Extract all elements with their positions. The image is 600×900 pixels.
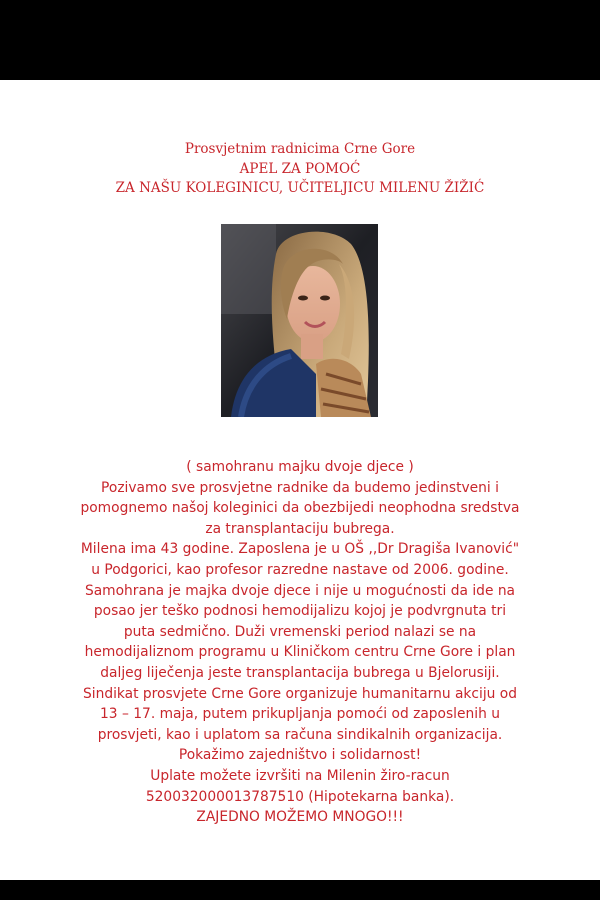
header-title: APEL ZA POMOĆ [239, 160, 361, 177]
body-line: pomognemo našoj koleginici da obezbijedi neophodna sredstva [80, 500, 520, 517]
body-line: Milena ima 43 godine. Zaposlena je u OŠ ,,Dr Dragiša Ivanović" [80, 541, 520, 558]
header-recipient: Prosvjetnim radnicima Crne Gore [184, 141, 416, 157]
body-line: posao jer teško podnosi hemodijalizu kojoj je podvrgnuta tri [93, 603, 507, 620]
bottom-black-bar [0, 880, 600, 900]
body-line: za transplantaciju bubrega. [205, 520, 395, 537]
body-line: prosvjeti, kao i uplatom sa računa sindikalnih organizacija. [97, 726, 503, 743]
portrait-photo [221, 224, 378, 417]
body-line: 13 – 17. maja, putem prikupljanja pomoći od zaposlenih u [100, 706, 500, 723]
body-line: Sindikat prosvjete Crne Gore organizuje humanitarnu akciju od [82, 685, 517, 702]
body-line: daljeg liječenja jeste transplantacija bubrega u Bjelorusiji. [100, 664, 500, 681]
body-line: ( samohranu majku dvoje djece ) [186, 459, 414, 475]
closing-line: ZAJEDNO MOŽEMO MNOGO!!! [196, 809, 404, 826]
body-line: Pozivamo sve prosvjetne radnike da budemo jedinstveni i [101, 479, 499, 496]
body-line: Uplate možete izvršiti na Milenin žiro-racun [150, 767, 450, 784]
top-black-bar [0, 0, 600, 80]
document-header [0, 140, 600, 199]
appeal-body [40, 457, 560, 828]
header-subtitle: ZA NAŠU KOLEGINICU, UČITELJICU MILENU ŽIŽIĆ [115, 180, 485, 196]
body-line: hemodijaliznom programu u Kliničkom centru Crne Gore i plan [84, 644, 516, 661]
bank-account-line: 520032000013787510 (Hipotekarna banka). [145, 788, 455, 805]
appeal-document [0, 80, 600, 880]
body-line: u Podgorici, kao profesor razredne nastave od 2006. godine. [91, 561, 509, 578]
body-line: Samohrana je majka dvoje djece i nije u mogućnosti da ide na [84, 582, 516, 599]
body-line: Pokažimo zajedništvo i solidarnost! [178, 747, 422, 764]
body-line: puta sedmično. Duži vremenski period nalazi se na [123, 623, 477, 640]
